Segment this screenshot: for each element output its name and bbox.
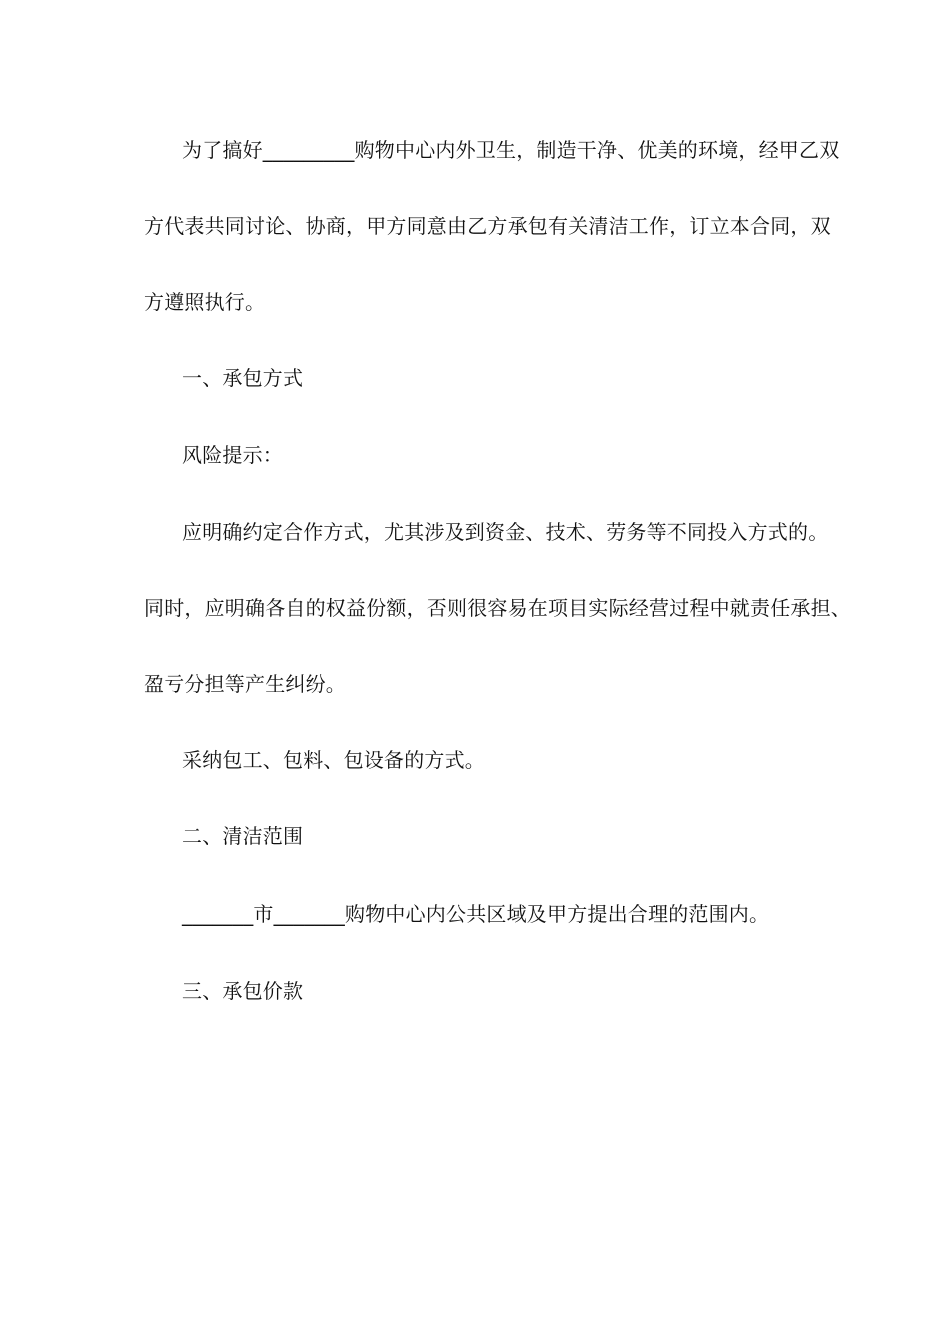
scope-line: _______市_______购物中心内公共区域及甲方提出合理的范围内。 [182,902,770,926]
section-heading-2: 二、清洁范围 [182,824,304,848]
intro-line-3: 方遵照执行。 [144,290,266,314]
intro-line-1: 为了搞好_________购物中心内外卫生，制造干净、优美的环境，经甲乙双 [182,138,840,162]
intro-line-2: 方代表共同讨论、协商，甲方同意由乙方承包有关清洁工作，订立本合同，双 [144,214,831,238]
risk-line-3: 盈亏分担等产生纠纷。 [144,672,346,696]
section-heading-3: 三、承包价款 [182,979,304,1003]
section-heading-1: 一、承包方式 [182,366,304,390]
risk-line-2: 同时，应明确各自的权益份额，否则很容易在项目实际经营过程中就责任承担、 [144,596,851,620]
risk-label: 风险提示： [182,443,283,467]
method-line: 采纳包工、包料、包设备的方式。 [182,748,485,772]
risk-line-1: 应明确约定合作方式，尤其涉及到资金、技术、劳务等不同投入方式的。 [182,520,829,544]
